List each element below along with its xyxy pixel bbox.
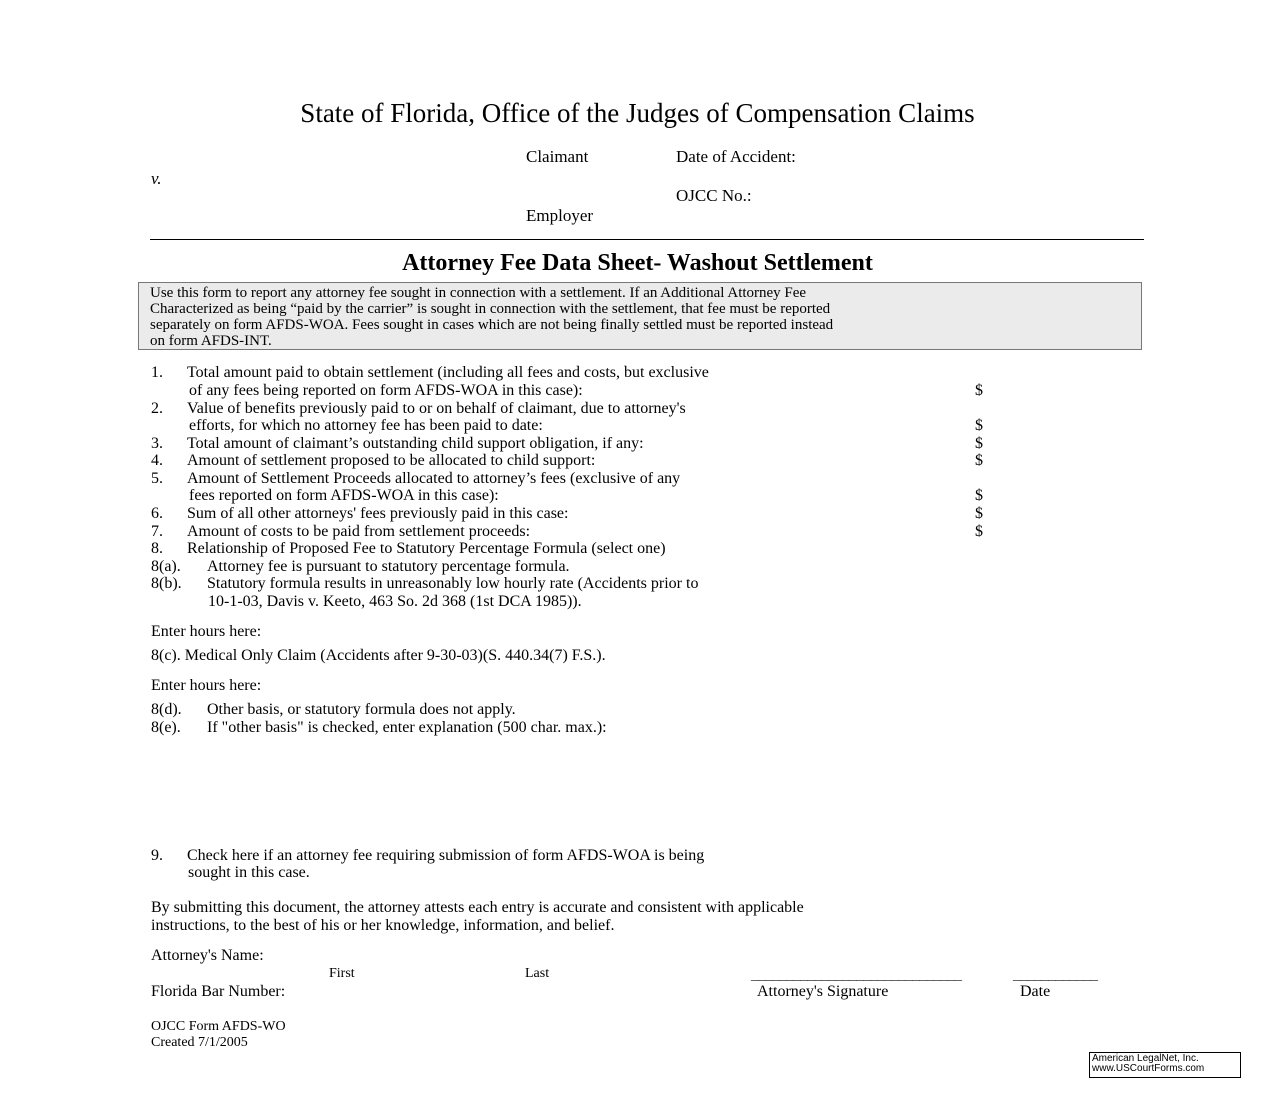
form-id: OJCC Form AFDS-WO: [151, 1019, 286, 1034]
item-8c-option[interactable]: 8(c). Medical Only Claim (Accidents after 9-30-03)(S. 440.34(7) F.S.).: [151, 647, 606, 664]
item-8-number: 8.: [151, 540, 163, 557]
item-4-number: 4.: [151, 452, 163, 469]
item-7-number: 7.: [151, 523, 163, 540]
item-8b-option[interactable]: Statutory formula results in unreasonably low hourly rate (Accidents prior to: [207, 575, 699, 592]
versus-label: v.: [151, 169, 162, 188]
item-3-text: Total amount of claimant’s outstanding child support obligation, if any:: [187, 435, 644, 452]
item-5-text-cont: fees reported on form AFDS-WOA in this case):: [189, 487, 499, 504]
item-3-amount-field[interactable]: $: [975, 435, 983, 452]
item-8d-number: 8(d).: [151, 701, 182, 718]
item-9-text-cont: sought in this case.: [188, 864, 310, 881]
publisher-badge: [1089, 1052, 1241, 1078]
item-6-text: Sum of all other attorneys' fees previously paid in this case:: [187, 505, 569, 522]
attorney-name-label: Attorney's Name:: [151, 947, 264, 964]
item-5-number: 5.: [151, 470, 163, 487]
item-5-amount-field[interactable]: $: [975, 487, 983, 504]
item-1-number: 1.: [151, 364, 163, 381]
item-2-text: Value of benefits previously paid to or on behalf of claimant, due to attorney's: [187, 400, 686, 417]
date-line[interactable]: ____________: [1013, 966, 1097, 983]
claimant-label: Claimant: [526, 147, 589, 166]
item-3-number: 3.: [151, 435, 163, 452]
hours-input-label: Enter hours here:: [151, 623, 262, 640]
item-5-text: Amount of Settlement Proceeds allocated to attorney’s fees (exclusive of any: [187, 470, 681, 487]
signature-label: Attorney's Signature: [757, 983, 889, 1000]
attestation-text: By submitting this document, the attorney attests each entry is accurate and consistent with applicable: [151, 899, 804, 916]
instructions-line: on form AFDS-INT.: [150, 333, 272, 349]
item-2-number: 2.: [151, 400, 163, 417]
item-8a-number: 8(a).: [151, 558, 181, 575]
item-2-amount-field[interactable]: $: [975, 417, 983, 434]
item-6-amount-field[interactable]: $: [975, 505, 983, 522]
instructions-line: Characterized as being “paid by the carrier” is sought in connection with the settlement, that fee must be reported: [150, 301, 831, 317]
item-1-amount-field[interactable]: $: [975, 382, 983, 399]
item-7-amount-field[interactable]: $: [975, 523, 983, 540]
item-8a-option[interactable]: Attorney fee is pursuant to statutory percentage formula.: [207, 558, 570, 575]
attestation-text-cont: instructions, to the best of his or her knowledge, information, and belief.: [151, 917, 615, 934]
item-2-text-cont: efforts, for which no attorney fee has been paid to date:: [189, 417, 543, 434]
item-8e-number: 8(e).: [151, 719, 181, 736]
item-8e-label: If "other basis" is checked, enter explanation (500 char. max.):: [207, 719, 607, 736]
instructions-box: [138, 282, 1142, 350]
first-name-label: First: [329, 966, 355, 981]
last-name-label: Last: [525, 966, 550, 981]
publisher-url: www.USCourtForms.com: [1092, 1063, 1205, 1074]
item-8b-number: 8(b).: [151, 575, 182, 592]
item-9-option[interactable]: Check here if an attorney fee requiring submission of form AFDS-WOA is being: [187, 847, 705, 864]
form-subtitle: Attorney Fee Data Sheet- Washout Settlement: [402, 250, 873, 276]
employer-label: Employer: [526, 206, 594, 225]
created-date: Created 7/1/2005: [151, 1035, 248, 1050]
date-of-accident-label: Date of Accident:: [676, 147, 796, 166]
item-4-text: Amount of settlement proposed to be allocated to child support:: [187, 452, 596, 469]
item-9-number: 9.: [151, 847, 163, 864]
ojcc-number-label: OJCC No.:: [676, 186, 752, 205]
item-7-text: Amount of costs to be paid from settlement proceeds:: [187, 523, 531, 540]
page-title: State of Florida, Office of the Judges of Compensation Claims: [300, 98, 975, 128]
item-8d-option[interactable]: Other basis, or statutory formula does not apply.: [207, 701, 516, 718]
item-8-text: Relationship of Proposed Fee to Statutory Percentage Formula (select one): [187, 540, 666, 557]
item-6-number: 6.: [151, 505, 163, 522]
item-8b-text-cont: 10-1-03, Davis v. Keeto, 463 So. 2d 368 (1st DCA 1985)).: [208, 593, 582, 610]
date-label: Date: [1020, 983, 1051, 1000]
instructions-line: separately on form AFDS-WOA. Fees sought in cases which are not being finally settled must be reported instead: [150, 317, 834, 333]
hours-input-label: Enter hours here:: [151, 677, 262, 694]
instructions-line: Use this form to report any attorney fee sought in connection with a settlement. If an Additional Attorney Fee: [150, 285, 807, 301]
item-1-text: Total amount paid to obtain settlement (including all fees and costs, but exclusive: [187, 364, 709, 381]
item-4-amount-field[interactable]: $: [975, 452, 983, 469]
header-divider: [150, 239, 1144, 240]
publisher-name: American LegalNet, Inc.: [1092, 1053, 1199, 1064]
bar-number-label: Florida Bar Number:: [151, 983, 286, 1000]
signature-line[interactable]: ______________________________: [751, 966, 961, 983]
item-1-text-cont: of any fees being reported on form AFDS-WOA in this case):: [189, 382, 583, 399]
